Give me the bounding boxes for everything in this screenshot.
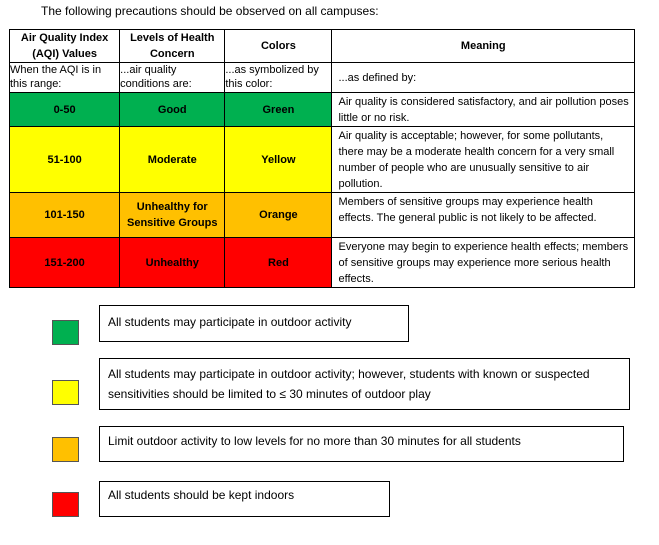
health-level-cell: Good (120, 93, 225, 127)
guidance-note-red: All students should be kept indoors (99, 481, 390, 517)
health-level-cell: Moderate (120, 127, 225, 193)
yellow-swatch (52, 380, 79, 405)
table-row (10, 127, 635, 193)
intro-text: The following precautions should be observed on all campuses: (41, 4, 379, 18)
health-level-cell: Unhealthy for Sensitive Groups (120, 193, 225, 238)
green-swatch (52, 320, 79, 345)
header-meaning: Meaning (332, 30, 635, 63)
guidance-note-orange: Limit outdoor activity to low levels for no more than 30 minutes for all students (99, 426, 624, 462)
red-swatch (52, 492, 79, 517)
aqi-range-cell: 101-150 (10, 193, 120, 238)
header-colors: Colors (225, 30, 332, 63)
aqi-range-cell: 151-200 (10, 238, 120, 288)
header-aqi-values: Air Quality Index (AQI) Values (10, 30, 120, 63)
color-name-cell: Yellow (225, 127, 332, 193)
guidance-note-yellow: All students may participate in outdoor activity; however, students with known or suspected sensitivities should be limited to ≤ 30 minutes of outdoor play (99, 358, 630, 410)
subheader-definition: ...as defined by: (332, 63, 635, 93)
table-row (10, 238, 635, 288)
orange-swatch (52, 437, 79, 462)
header-levels-of-concern: Levels of Health Concern (120, 30, 225, 63)
subheader-aqi-range: When the AQI is in this range: (10, 63, 120, 93)
table-subheader-row (10, 63, 635, 93)
meaning-cell: Everyone may begin to experience health effects; members of sensitive groups may experience more serious health effects. (332, 238, 635, 288)
table-row (10, 193, 635, 238)
aqi-range-cell: 0-50 (10, 93, 120, 127)
table-header-row (10, 30, 635, 63)
meaning-cell: Air quality is considered satisfactory, and air pollution poses little or no risk. (332, 93, 635, 127)
aqi-range-cell: 51-100 (10, 127, 120, 193)
table-row (10, 93, 635, 127)
color-name-cell: Green (225, 93, 332, 127)
guidance-note-green: All students may participate in outdoor activity (99, 305, 409, 342)
color-name-cell: Orange (225, 193, 332, 238)
meaning-cell: Members of sensitive groups may experience health effects. The general public is not likely to be affected. (332, 193, 635, 238)
aqi-table (9, 29, 635, 288)
meaning-cell: Air quality is acceptable; however, for some pollutants, there may be a moderate health concern for a very small number of people who are unusually sensitive to air pollution. (332, 127, 635, 193)
subheader-conditions: ...air quality conditions are: (120, 63, 225, 93)
color-name-cell: Red (225, 238, 332, 288)
health-level-cell: Unhealthy (120, 238, 225, 288)
subheader-color: ...as symbolized by this color: (225, 63, 332, 93)
